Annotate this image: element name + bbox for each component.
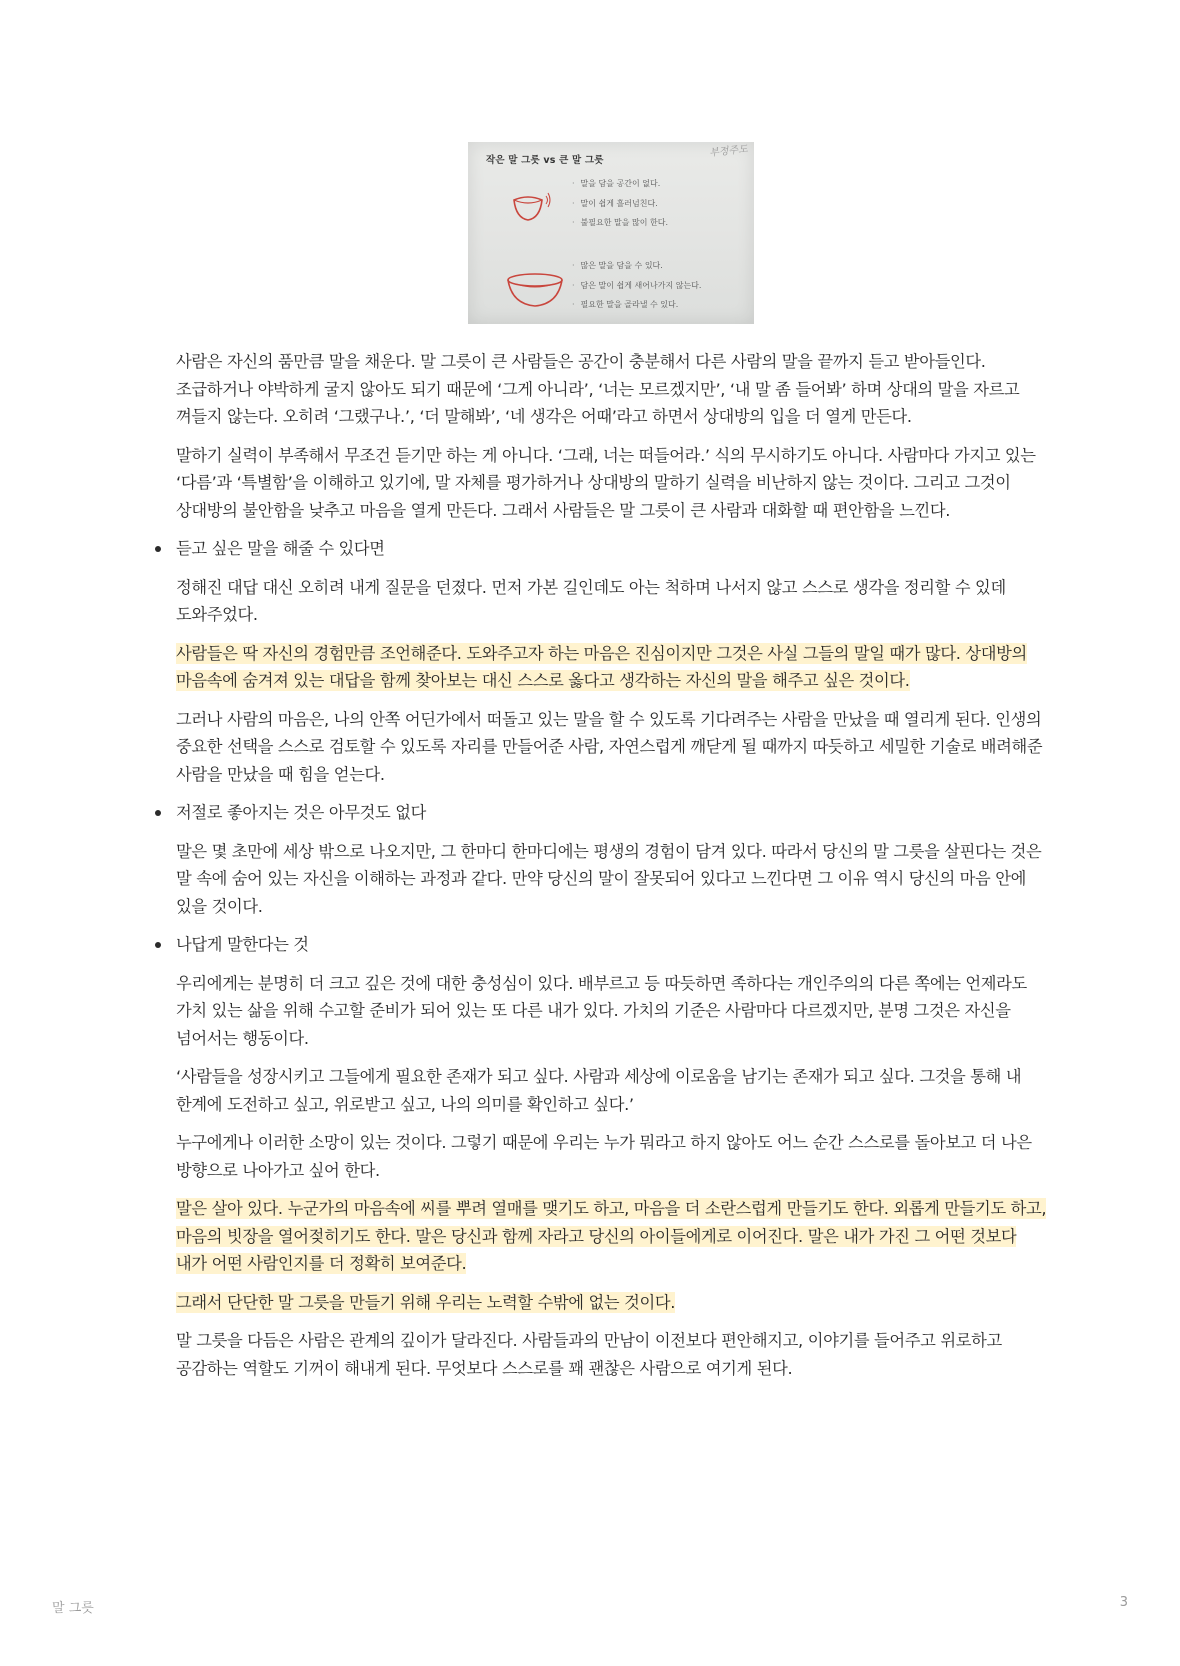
large-bowl-item: · 담은 말이 쉽게 새어나가지 않는다. — [572, 276, 701, 296]
large-bowl-icon — [502, 270, 568, 312]
large-bowl-item: · 필요한 말을 골라낼 수 있다. — [572, 295, 701, 315]
bullet-dot — [155, 546, 161, 552]
highlighted-paragraph — [176, 640, 1048, 695]
bullet-text: 듣고 싶은 말을 해줄 수 있다면 — [176, 539, 385, 558]
large-bowl-item: · 많은 말을 담을 수 있다. — [572, 256, 701, 276]
document-body — [176, 348, 1048, 1393]
paragraph: 사람은 자신의 품만큼 말을 채운다. 말 그릇이 큰 사람들은 공간이 충분해서 다른 사람의 말을 끝까지 듣고 받아들인다. 조급하거나 야박하게 굴지 않아도 되기 때문에 ‘그게 아니라’, ‘너는 모르겠지만’, ‘내 말 좀 들어봐’ 하며 상대의 말을 자르고 껴들지 않는다. 오히려 ‘그랬구나.’, ‘더 말해봐’, ‘네 생각은 어때’라고 하면서 상대방의 입을 더 열게 만든다. — [176, 352, 1020, 426]
photo-title: 작은 말 그릇 vs 큰 말 그릇 — [486, 155, 604, 166]
bullet-heading — [176, 535, 1048, 563]
footer-title: 말 그릇 — [52, 1601, 94, 1616]
paragraph: 그러나 사람의 마음은, 나의 안쪽 어딘가에서 떠돌고 있는 말을 할 수 있도록 기다려주는 사람을 만났을 때 열리게 된다. 인생의 중요한 선택을 스스로 검토할 수 있도록 자리를 만들어준 사람, 자연스럽게 깨닫게 될 때까지 따듯하고 세밀한 기술로 배려해준 사람을 만났을 때 힘을 얻는다. — [176, 709, 1043, 784]
small-bowl-icon — [510, 192, 554, 226]
paragraph: 말하기 실력이 부족해서 무조건 듣기만 하는 게 아니다. ‘그래, 너는 떠들어라.’ 식의 무시하기도 아니다. 사람마다 가지고 있는 ‘다름’과 ‘특별함’을 이해하고 있기에, 말 자체를 평가하거나 상대방의 말하기 실력을 비난하지 않는 것이다. 그리고 그것이 상대방의 불안함을 낮추고 마음을 열게 만든다. 그래서 사람들은 말 그릇이 큰 사람과 대화할 때 편안함을 느낀다. — [176, 445, 1036, 520]
highlight-text: 말은 살아 있다. 누군가의 마음속에 씨를 뿌려 열매를 맺기도 하고, 마음을 더 소란스럽게 만들기도 한다. 외롭게 만들기도 하고, 마음의 빗장을 열어젖히기도 한다. 말은 당신과 함께 자라고 당신의 아이들에게로 이어진다. 말은 내가 가진 그 어떤 것보다 내가 어떤 사람인지를 더 정확히 보여준다. — [176, 1199, 1047, 1273]
page-number: 3 — [1119, 1595, 1128, 1610]
paragraph: 말은 몇 초만에 세상 밖으로 나오지만, 그 한마디 한마디에는 평생의 경험이 담겨 있다. 따라서 당신의 말 그릇을 살핀다는 것은 말 속에 숨어 있는 자신을 이해하는 과정과 같다. 만약 당신의 말이 잘못되어 있다고 느낀다면 그 이유 역시 당신의 마음 안에 있을 것이다. — [176, 841, 1042, 916]
small-bowl-item: · 말이 쉽게 흘러넘친다. — [572, 194, 668, 214]
bullet-text: 저절로 좋아지는 것은 아무것도 없다 — [176, 803, 426, 822]
small-bowl-list — [572, 174, 668, 233]
highlight-text: 사람들은 딱 자신의 경험만큼 조언해준다. 도와주고자 하는 마음은 진심이지만 그것은 사실 그들의 말일 때가 많다. 상대방의 마음속에 숨겨져 있는 대답을 함께 찾아보는 대신 스스로 옳다고 생각하는 자신의 말을 해주고 싶은 것이다. — [176, 643, 1027, 690]
paragraph: ‘사람들을 성장시키고 그들에게 필요한 존재가 되고 싶다. 사람과 세상에 이로움을 남기는 존재가 되고 싶다. 그것을 통해 내 한계에 도전하고 싶고, 위로받고 싶고, 나의 의미를 확인하고 싶다.’ — [176, 1067, 1022, 1114]
bullet-heading — [176, 931, 1048, 959]
highlighted-paragraph — [176, 1289, 1048, 1317]
highlight-text: 그래서 단단한 말 그릇을 만들기 위해 우리는 노력할 수밖에 없는 것이다. — [176, 1292, 676, 1312]
handwritten-note: 부정주도 — [709, 143, 749, 159]
bullet-dot — [155, 810, 161, 816]
paragraph: 우리에게는 분명히 더 크고 깊은 것에 대한 충성심이 있다. 배부르고 등 따듯하면 족하다는 개인주의의 다른 쪽에는 언제라도 가치 있는 삶을 위해 수고할 준비가 되어 있는 또 다른 내가 있다. 가치의 기준은 사람마다 다르겠지만, 분명 그것은 자신을 넘어서는 행동이다. — [176, 973, 1027, 1048]
small-bowl-item: · 말을 담을 공간이 없다. — [572, 174, 668, 194]
bullet-heading — [176, 799, 1048, 827]
highlighted-paragraph — [176, 1195, 1048, 1278]
paragraph: 말 그릇을 다듬은 사람은 관계의 깊이가 달라진다. 사람들과의 만남이 이전보다 편안해지고, 이야기를 들어주고 위로하고 공감하는 역할도 기꺼이 해내게 된다. 무엇보다 스스로를 꽤 괜찮은 사람으로 여기게 된다. — [176, 1331, 1002, 1378]
bullet-text: 나답게 말한다는 것 — [176, 935, 309, 954]
small-bowl-item: · 불필요한 말을 많이 한다. — [572, 213, 668, 233]
paragraph: 정해진 대답 대신 오히려 내게 질문을 던졌다. 먼저 가본 길인데도 아는 척하며 나서지 않고 스스로 생각을 정리할 수 있데 도와주었다. — [176, 577, 1006, 624]
bullet-dot — [155, 942, 161, 948]
book-page-photo — [468, 142, 754, 324]
paragraph: 누구에게나 이러한 소망이 있는 것이다. 그렇기 때문에 우리는 누가 뭐라고 하지 않아도 어느 순간 스스로를 돌아보고 더 나은 방향으로 나아가고 싶어 한다. — [176, 1133, 1032, 1180]
large-bowl-list — [572, 256, 701, 315]
